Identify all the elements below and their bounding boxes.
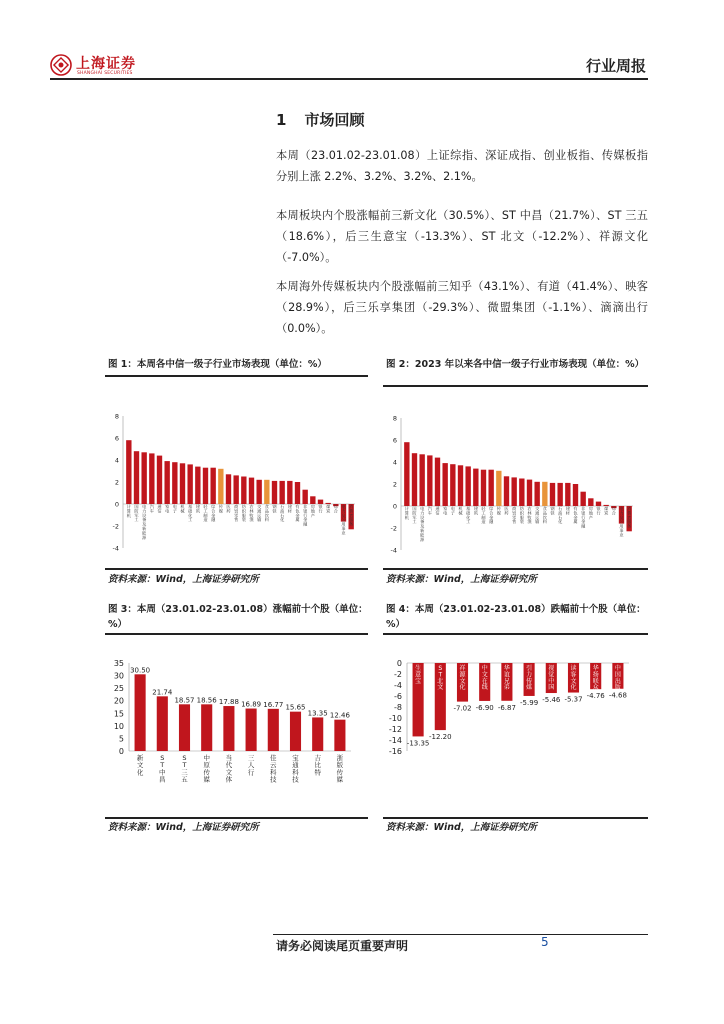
- bar: [312, 717, 323, 751]
- figure-2-bottom-rule: [383, 568, 648, 570]
- bar: [565, 483, 570, 506]
- bar: [550, 483, 555, 506]
- data-label: 18.57: [174, 696, 195, 705]
- y-tick-label: -4: [390, 546, 397, 555]
- category-label: 电子: [450, 506, 455, 516]
- y-tick-label: -10: [388, 714, 402, 723]
- category-label: 传媒: [218, 504, 223, 514]
- y-tick-label: 2: [114, 478, 119, 487]
- figure-1-caption: 图 1：本周各中信一级子行业市场表现（单位：%）: [108, 359, 327, 370]
- data-label: -6.90: [475, 703, 494, 712]
- category-label: 祥源文化: [459, 665, 466, 692]
- category-label: 国防军工: [412, 506, 417, 525]
- category-label: S T 三五: [181, 754, 188, 784]
- category-label: 电子: [172, 504, 177, 514]
- category-label: 交通运输: [257, 504, 262, 523]
- category-label: 商贸零售: [512, 506, 517, 525]
- category-label: 读客文化: [570, 665, 577, 692]
- y-tick-label: 6: [114, 434, 119, 443]
- figure-2-top-rule: [383, 385, 648, 387]
- y-tick-label: 0: [118, 747, 124, 756]
- data-label: 30.50: [130, 666, 151, 675]
- figure-4-caption: 图 4：本周（23.01.02-23.01.08）跌幅前十个股（单位：%）: [386, 604, 646, 630]
- y-tick-label: 0: [396, 659, 402, 668]
- category-label: 医药: [226, 504, 231, 514]
- section-title: 市场回顾: [304, 111, 365, 129]
- figure-4-source: 资料来源：Wind，上海证券研究所: [386, 822, 537, 833]
- category-label: 生意宝: [415, 665, 422, 685]
- category-label: 华谊兄弟: [503, 665, 510, 692]
- bar: [126, 440, 131, 504]
- category-label: 综合金融: [489, 506, 494, 525]
- data-label: 12.46: [329, 711, 350, 720]
- data-label: -13.35: [406, 739, 430, 748]
- figure-3-caption: 图 3：本周（23.01.02-23.01.08）涨幅前十个股（单位：%）: [108, 604, 368, 630]
- logo-english-name: SHANGHAI SECURITIES: [77, 71, 133, 76]
- category-label: 国防军工: [134, 504, 139, 523]
- data-label: 16.89: [241, 700, 262, 709]
- data-label: 16.77: [263, 700, 284, 709]
- y-tick-label: 20: [113, 696, 124, 706]
- bar: [203, 468, 208, 504]
- bar: [249, 478, 254, 504]
- bar: [218, 469, 223, 504]
- category-label: 基础化工: [466, 506, 471, 525]
- bar: [504, 476, 509, 506]
- bar: [458, 465, 463, 506]
- figure-3-chart: [105, 655, 363, 815]
- bar: [511, 477, 516, 506]
- figure-2-caption: 图 2：2023 年以来各中信一级子行业市场表现（单位：%）: [386, 359, 645, 370]
- category-label: 纺织服装: [519, 506, 524, 525]
- category-label: 通信: [435, 506, 440, 516]
- category-label: 综合金融: [211, 504, 216, 523]
- bar: [135, 674, 146, 751]
- bar: [435, 458, 440, 506]
- category-label: 消费者服务: [627, 506, 632, 529]
- category-label: 计算机: [126, 504, 131, 518]
- figure-4-chart: [383, 655, 641, 815]
- category-label: 通信: [157, 504, 162, 514]
- y-tick-label: 10: [113, 721, 124, 731]
- category-label: 石油石化: [280, 504, 285, 523]
- category-label: 电力设备及新能源: [142, 504, 147, 540]
- bar: [573, 484, 578, 506]
- y-tick-label: 0: [392, 502, 397, 511]
- category-label: 电力及公用事业: [619, 506, 624, 538]
- y-tick-label: -6: [394, 692, 402, 701]
- category-label: 家电: [165, 504, 170, 514]
- figure-1-bottom-rule: [105, 568, 368, 570]
- bar: [534, 482, 539, 506]
- data-label: 21.74: [152, 688, 173, 697]
- bar: [442, 463, 447, 506]
- y-tick-label: -4: [112, 544, 119, 553]
- bar: [179, 704, 190, 751]
- category-label: 家电: [443, 506, 448, 516]
- bar: [519, 479, 524, 507]
- bar: [241, 477, 246, 505]
- figure-1-top-rule: [105, 375, 368, 377]
- category-label: 房地产: [310, 504, 315, 518]
- bar: [450, 464, 455, 506]
- y-tick-label: -4: [394, 681, 402, 690]
- category-label: 煤炭: [326, 504, 331, 514]
- y-tick-label: -14: [388, 736, 402, 745]
- data-label: 13.35: [307, 709, 328, 718]
- header-divider: [50, 78, 648, 80]
- bar: [246, 709, 257, 751]
- category-label: 纺织服装: [241, 504, 246, 523]
- y-tick-label: 35: [113, 659, 124, 668]
- category-label: 农林牧渔: [249, 504, 254, 523]
- category-label: 建材: [287, 504, 292, 514]
- category-label: S T 中昌: [159, 754, 166, 784]
- data-label: -5.46: [542, 696, 561, 705]
- y-tick-label: 6: [392, 436, 397, 445]
- figure-1-chart: [105, 408, 363, 566]
- y-tick-label: -2: [112, 522, 119, 531]
- bar: [210, 468, 215, 504]
- y-tick-label: -2: [390, 524, 397, 533]
- company-logo: [50, 48, 160, 78]
- category-label: 医药: [504, 506, 509, 516]
- bar: [334, 720, 345, 751]
- bar: [164, 461, 169, 504]
- y-tick-label: 5: [118, 734, 124, 744]
- category-label: 建筑: [195, 504, 200, 514]
- footer-divider: [273, 934, 648, 935]
- category-label: 传媒: [496, 506, 501, 516]
- category-label: 机械: [180, 504, 185, 514]
- report-type-title: 行业周报: [585, 57, 646, 75]
- y-tick-label: 30: [113, 671, 124, 681]
- category-label: 轻工制造: [481, 506, 486, 525]
- y-tick-label: -2: [394, 670, 402, 679]
- category-label: 银行: [318, 504, 323, 514]
- category-label: S T 北文: [437, 665, 444, 692]
- bar: [287, 481, 292, 504]
- bar: [268, 709, 279, 751]
- data-label: -5.37: [564, 695, 583, 704]
- y-tick-label: 4: [114, 456, 119, 465]
- bar: [427, 455, 432, 506]
- category-label: 交通运输: [535, 506, 540, 525]
- category-label: 计算机: [404, 506, 409, 520]
- y-tick-label: 2: [392, 480, 397, 489]
- y-tick-label: -8: [394, 703, 402, 712]
- bar: [496, 471, 501, 506]
- data-label: -4.76: [586, 692, 605, 701]
- category-label: 有色金属: [295, 504, 300, 523]
- category-label: 华扬联众: [592, 665, 599, 692]
- category-label: 视觉中国: [548, 665, 555, 692]
- bar: [488, 470, 493, 506]
- bar: [172, 462, 177, 504]
- category-label: 轻工制造: [203, 504, 208, 523]
- y-tick-label: 4: [392, 458, 397, 467]
- bar: [195, 467, 200, 504]
- paragraph-index-summary: 本周（23.01.02-23.01.08）上证综指、深证成指、创业板指、传媒板指分别上涨 2.2%、3.2%、3.2%、2.1%。: [276, 149, 648, 183]
- category-label: 引力传媒: [526, 665, 533, 692]
- bar: [187, 464, 192, 504]
- category-label: 钢铁: [550, 506, 555, 516]
- category-label: 浙版传媒: [336, 754, 344, 784]
- category-label: 新文化: [136, 754, 144, 777]
- data-label: -7.02: [453, 704, 472, 713]
- y-tick-label: 8: [114, 412, 119, 421]
- category-label: 当代文体: [225, 754, 233, 784]
- section-heading: [276, 109, 364, 130]
- category-label: 吉比特: [314, 754, 321, 777]
- bar: [233, 475, 238, 504]
- category-label: 中文在线: [481, 665, 488, 692]
- category-label: 电力及公用事业: [341, 504, 346, 536]
- bar: [481, 470, 486, 506]
- bar: [404, 442, 409, 506]
- category-label: 综合: [333, 504, 338, 514]
- bar: [542, 482, 547, 506]
- bar: [279, 481, 284, 504]
- bar: [588, 498, 593, 506]
- page-number: 5: [541, 935, 549, 949]
- bar: [580, 492, 585, 506]
- category-label: 三人行: [247, 754, 255, 777]
- category-label: 商贸零售: [234, 504, 239, 523]
- category-label: 食品饮料: [542, 506, 547, 525]
- data-label: -4.68: [608, 691, 627, 700]
- bar: [134, 451, 139, 504]
- category-label: 煤炭: [604, 506, 609, 516]
- figure-2-chart: [383, 410, 641, 566]
- category-label: 基础化工: [188, 504, 193, 523]
- data-label: -6.87: [497, 703, 516, 712]
- category-label: 宝通科技: [292, 754, 299, 784]
- bar: [295, 482, 300, 504]
- page-header: [50, 48, 648, 78]
- bar: [272, 481, 277, 504]
- y-tick-label: 15: [113, 709, 124, 719]
- bar: [149, 453, 154, 504]
- bar: [302, 490, 307, 504]
- data-label: -12.20: [429, 733, 452, 742]
- figure-4-top-rule: [383, 633, 648, 635]
- bar: [141, 452, 146, 504]
- bar: [557, 483, 562, 506]
- bar: [473, 469, 478, 506]
- figure-1-source: 资料来源：Wind，上海证券研究所: [108, 574, 259, 585]
- bar: [256, 480, 261, 504]
- category-label: 农林牧渔: [527, 506, 532, 525]
- bar: [527, 480, 532, 506]
- bar: [157, 696, 168, 751]
- logo-chinese-name: 上海证券: [76, 56, 136, 72]
- bar: [223, 706, 234, 751]
- figure-2-source: 资料来源：Wind，上海证券研究所: [386, 574, 537, 585]
- category-label: 银行: [596, 506, 601, 516]
- category-label: 建材: [565, 506, 570, 516]
- bar: [465, 466, 470, 506]
- paragraph-overseas-stocks: 本周海外传媒板块内个股涨幅前三知乎（43.1%）、有道（41.4%）、映客（28.9%），后三乐享集团（-29.3%）、微盟集团（-1.1%）、滴滴出行（0.0%）。: [276, 280, 648, 335]
- paragraph-sector-stocks: 本周板块内个股涨幅前三新文化（30.5%）、ST 中昌（21.7%）、ST 三五（18.6%），后三生意宝（-13.3%）、ST 北文（-12.2%）、祥源文化（-7.0%）。: [276, 209, 648, 264]
- bar: [264, 480, 269, 504]
- bar: [412, 453, 417, 506]
- category-label: 电力设备及新能源: [420, 506, 425, 542]
- y-tick-label: 0: [114, 500, 119, 509]
- footer-disclaimer: 请务必阅读尾页重要声明: [276, 939, 409, 953]
- category-label: 食品饮料: [264, 504, 269, 523]
- bar: [201, 704, 212, 751]
- category-label: 钢铁: [272, 504, 277, 514]
- category-label: 石油石化: [558, 506, 563, 525]
- bar: [290, 712, 301, 751]
- category-label: 有色金属: [573, 506, 578, 525]
- category-label: 机械: [458, 506, 463, 516]
- figure-3-source: 资料来源：Wind，上海证券研究所: [108, 822, 259, 833]
- category-label: 建筑: [473, 506, 478, 516]
- category-label: 汽车: [149, 504, 154, 514]
- data-label: -5.99: [520, 698, 539, 707]
- figure-3-top-rule: [105, 633, 368, 635]
- section-number: 1: [276, 111, 287, 129]
- y-tick-label: -12: [388, 725, 402, 734]
- bar: [310, 496, 315, 504]
- bar: [419, 454, 424, 506]
- category-label: 消费者服务: [349, 504, 354, 527]
- bar: [157, 456, 162, 504]
- logo-emblem-icon: [50, 54, 72, 76]
- category-label: 汽车: [427, 506, 432, 516]
- data-label: 18.56: [196, 696, 217, 705]
- category-label: 中国出版: [614, 665, 621, 692]
- data-label: 17.88: [218, 698, 239, 707]
- category-label: 综合: [611, 506, 616, 516]
- category-label: 房地产: [588, 506, 593, 520]
- y-tick-label: 8: [392, 414, 397, 423]
- data-label: 15.65: [285, 703, 306, 712]
- y-tick-label: 25: [113, 684, 124, 694]
- category-label: 非银行金融: [303, 504, 308, 527]
- category-label: 佳云科技: [270, 754, 277, 784]
- bar: [180, 463, 185, 504]
- category-label: 中原传媒: [203, 754, 210, 784]
- bar: [226, 474, 231, 504]
- category-label: 非银行金融: [581, 506, 586, 529]
- y-tick-label: -16: [388, 747, 402, 756]
